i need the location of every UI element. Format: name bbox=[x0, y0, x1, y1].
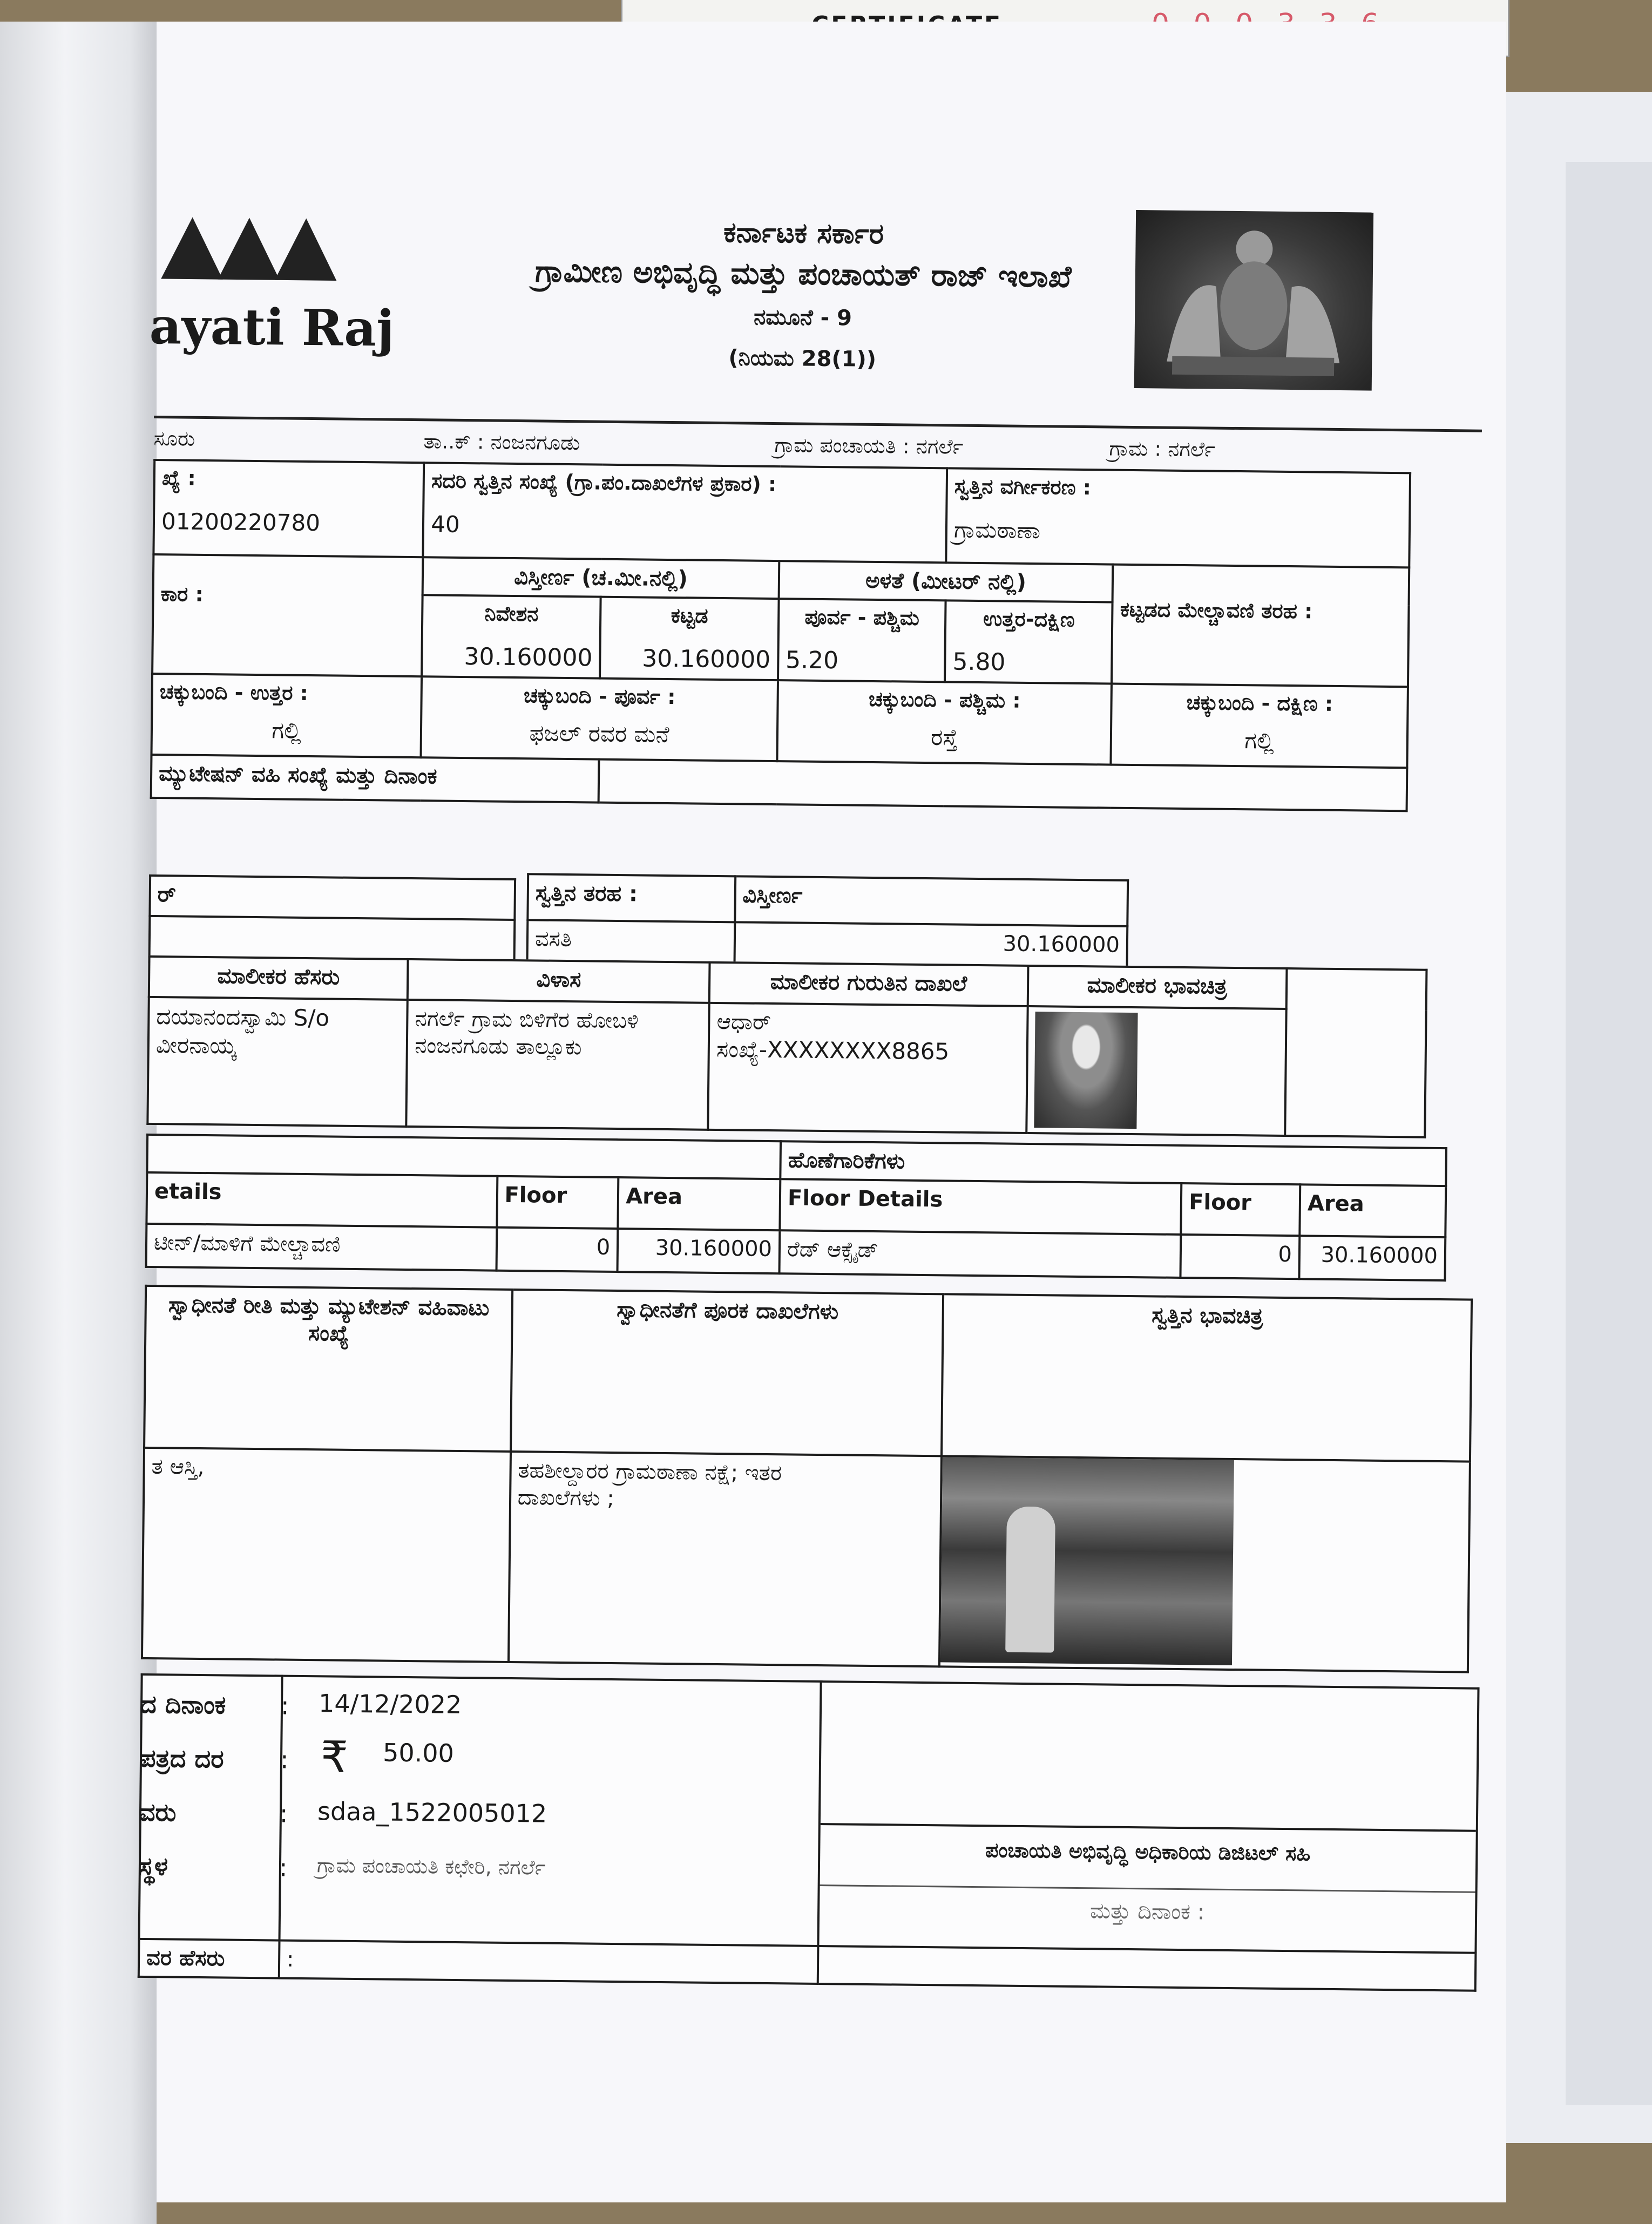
property-id-cell bbox=[153, 460, 424, 557]
property-photo-header: ಸ್ವತ್ತಿನ ಭಾವಚಿತ್ರ bbox=[942, 1294, 1472, 1461]
floor-number-right: 0 bbox=[1181, 1235, 1300, 1279]
taluk-name: ತಾ..ಕ್ : ನಂಜನಗೂಡು bbox=[423, 429, 580, 455]
department-title: ಗ್ರಾಮೀಣ ಅಭಿವೃದ್ಧಿ ಮತ್ತು ಪಂಚಾಯತ್ ರಾಜ್ ಇಲಾಖೆ bbox=[534, 254, 1072, 295]
owner-id-header: ಮಾಲೀಕರ ಗುರುತಿನ ದಾಖಲೆ bbox=[709, 962, 1028, 1006]
owner-address-line2: ನಂಜನಗೂಡು ತಾಲ್ಲೂಕು bbox=[414, 1033, 582, 1060]
gram-panchayat-name: ಗ್ರಾಮ ಪಂಚಾಯತಿ : ನಗರ್ಲೆ bbox=[774, 433, 964, 459]
property-class-value: ಗ್ರಾಮಠಾಣಾ bbox=[953, 516, 1041, 544]
fee-colon: : bbox=[280, 1745, 289, 1774]
rule-reference: (ನಿಯಮ 28(1)) bbox=[728, 345, 877, 372]
site-area-cell bbox=[422, 595, 600, 678]
east-west-label: ಪೂರ್ವ - ಪಶ್ಚಿಮ bbox=[804, 605, 920, 630]
acquisition-mode-value: ತ ಆಸ್ತಿ, bbox=[151, 1454, 205, 1480]
west-boundary-value: ರಸ್ತೆ bbox=[930, 724, 958, 751]
owner-photo bbox=[1034, 1012, 1138, 1129]
header-divider bbox=[154, 416, 1482, 432]
nature-area-value: 30.160000 bbox=[734, 922, 1127, 969]
fee-label: ಪತ್ರದ ದರ bbox=[139, 1743, 224, 1774]
issue-date-colon: : bbox=[280, 1691, 289, 1720]
east-boundary-cell bbox=[421, 676, 778, 761]
building-area-value: 30.160000 bbox=[642, 644, 771, 674]
property-details-table bbox=[150, 459, 1411, 812]
issued-by-colon: : bbox=[279, 1799, 288, 1828]
property-nature-label: ಸ್ವತ್ತಿನ ತರಹ : bbox=[527, 874, 735, 922]
owner-id-cell bbox=[708, 1003, 1028, 1133]
signature-date-label: ಮತ್ತು ದಿನಾಂಕ : bbox=[1089, 1898, 1205, 1925]
roof-type-label: ಕಟ್ಟಡದ ಮೇಲ್ಚಾವಣಿ ತರಹ : bbox=[1120, 597, 1313, 623]
supporting-documents-header: ಸ್ವಾಧೀನತೆಗೆ ಪೂರಕ ದಾಖಲೆಗಳು bbox=[511, 1290, 944, 1456]
area-header-right: Area bbox=[1299, 1184, 1446, 1237]
mutation-register-label: ಮ್ಯುಟೇಷನ್ ವಹಿ ಸಂಖ್ಯೆ ಮತ್ತು ದಿನಾಂಕ bbox=[151, 754, 599, 802]
karnataka-emblem-icon bbox=[1134, 210, 1373, 391]
nature-area-label: ವಿಸ್ತೀರ್ಣ bbox=[735, 876, 1128, 926]
south-boundary-label: ಚಕ್ಕುಬಂದಿ - ದಕ್ಷಿಣ : bbox=[1186, 690, 1333, 716]
table-row bbox=[152, 673, 1408, 767]
owner-table bbox=[146, 955, 1427, 1138]
owner-id-line1: ಆಧಾರ್ bbox=[716, 1009, 771, 1035]
north-south-label: ಉತ್ತರ-ದಕ್ಷಿಣ bbox=[983, 607, 1075, 632]
flooring-type-right: ರೆಡ್ ಆಕ್ಸೈಡ್ bbox=[780, 1230, 1181, 1278]
owner-name-header: ಮಾಲೀಕರ ಹೆಸರು bbox=[149, 957, 408, 1000]
background-page-2 bbox=[1566, 162, 1652, 2105]
north-south-cell bbox=[945, 600, 1113, 683]
north-boundary-label: ಚಕ್ಕುಬಂದಿ - ಉತ್ತರ : bbox=[159, 679, 309, 705]
fee-value: 50.00 bbox=[382, 1738, 455, 1768]
acquisition-mode-header: ಸ್ವಾಧೀನತೆ ರೀತಿ ಮತ್ತು ಮ್ಯುಟೇಶನ್ ವಹಿವಾಟು ಸಂಖ್ಯೆ bbox=[144, 1286, 512, 1452]
property-class-cell bbox=[946, 468, 1410, 567]
book-spine bbox=[0, 22, 157, 2224]
issue-date-label: ದ ದಿನಾಂಕ bbox=[140, 1689, 226, 1720]
owner-name-line1: ದಯಾನಂದಸ್ವಾಮಿ S/o bbox=[156, 1003, 330, 1032]
supporting-documents-line1: ತಹಶೀಲ್ದಾರರ ಗ್ರಾಮಠಾಣಾ ನಕ್ಷೆ; ಇತರ bbox=[518, 1458, 782, 1486]
floor-number-left: 0 bbox=[496, 1228, 618, 1272]
roof-type-left: ಟೀನ್/ಮಾಳಿಗೆ ಮೇಲ್ಚಾವಣಿ bbox=[146, 1224, 497, 1271]
east-boundary-value: ಫಜಲ್ ರವರ ಮನೆ bbox=[529, 720, 669, 748]
signature-box bbox=[821, 1683, 1478, 1832]
left-section-header bbox=[147, 1135, 781, 1179]
people-icon: ▲▲▲ bbox=[160, 194, 333, 290]
site-area-label: ನಿವೇಶನ bbox=[484, 601, 539, 626]
form-number: ನಮೂನೆ - 9 bbox=[753, 304, 852, 331]
property-photo bbox=[940, 1457, 1234, 1665]
west-boundary-label: ಚಕ್ಕುಬಂದಿ - ಪಶ್ಚಿಮ : bbox=[868, 687, 1021, 713]
owner-name-cell bbox=[147, 997, 408, 1127]
document-header bbox=[343, 213, 1263, 376]
property-nature-value: ವಸತಿ bbox=[527, 920, 734, 965]
south-boundary-cell bbox=[1111, 683, 1408, 768]
issue-place-value: ಗ್ರಾಮ ಪಂಚಾಯತಿ ಕಛೇರಿ, ನಗರ್ಲೆ bbox=[316, 1853, 546, 1880]
floor-area-right: 30.160000 bbox=[1299, 1236, 1445, 1280]
name-empty bbox=[818, 1946, 1476, 1991]
rupee-icon: ₹ bbox=[320, 1732, 349, 1782]
name-label: ವರ ಹೆಸರು bbox=[139, 1939, 279, 1978]
building-area-label: ಕಟ್ಟಡ bbox=[671, 604, 708, 628]
supporting-documents-cell bbox=[509, 1452, 942, 1666]
west-boundary-cell bbox=[777, 680, 1112, 764]
property-nature-table bbox=[526, 873, 1129, 971]
property-number-value: 40 bbox=[431, 510, 461, 538]
dimension-header: ಅಳತೆ (ಮೀಟರ್ ನಲ್ಲಿ) bbox=[778, 561, 1113, 602]
building-area-cell bbox=[600, 597, 778, 680]
north-south-value: 5.80 bbox=[952, 647, 1006, 676]
signature-cell bbox=[818, 1681, 1478, 1953]
east-west-cell bbox=[778, 599, 946, 682]
property-class-label: ಸ್ವತ್ತಿನ ವರ್ಗೀಕರಣ : bbox=[954, 474, 1092, 500]
district-name: ಸೂರು bbox=[153, 426, 195, 451]
acquisition-mode-cell bbox=[142, 1448, 511, 1662]
roof-type-cell bbox=[1112, 565, 1409, 687]
floor-details-table bbox=[145, 1134, 1447, 1281]
document-page bbox=[0, 22, 1506, 2202]
owner-name-line2: ವೀರನಾಯ್ಕ bbox=[155, 1031, 236, 1059]
person-figure bbox=[1005, 1507, 1055, 1653]
village-name: ಗ್ರಾಮ : ನಗರ್ಲೆ bbox=[1109, 436, 1216, 462]
property-type-cell bbox=[152, 554, 423, 676]
owner-empty-cell bbox=[1285, 968, 1427, 1137]
owner-id-line2: ಸಂಖ್ಯೆ-XXXXXXXX8865 bbox=[716, 1035, 950, 1065]
issue-place-colon: : bbox=[279, 1853, 288, 1882]
signature-label: ಪಂಚಾಯತಿ ಅಭಿವೃದ್ಧಿ ಅಧಿಕಾರಿಯ ಡಿಜಿಟಲ್ ಸಹಿ bbox=[820, 1825, 1476, 1893]
liabilities-header: ಹೊಣೆಗಾರಿಕೆಗಳು bbox=[780, 1141, 1446, 1186]
east-west-value: 5.20 bbox=[785, 646, 839, 674]
floor-details-header-left: etails bbox=[146, 1172, 497, 1228]
floor-header-right: Floor bbox=[1181, 1183, 1301, 1236]
property-photo-cell bbox=[939, 1456, 1470, 1672]
issue-place-label: ಸ್ಥಳ bbox=[138, 1851, 168, 1881]
government-title: ಕರ್ನಾಟಕ ಸರ್ಕಾರ bbox=[723, 216, 884, 251]
issued-by-label: ವರು bbox=[139, 1797, 177, 1827]
issue-table bbox=[138, 1673, 1480, 1992]
area-header: ವಿಸ್ತೀರ್ಣ (ಚ.ಮೀ.ನಲ್ಲಿ) bbox=[423, 557, 779, 599]
table-row bbox=[153, 460, 1410, 567]
owner-photo-header: ಮಾಲೀಕರ ಭಾವಚಿತ್ರ bbox=[1027, 966, 1287, 1009]
site-area-value: 30.160000 bbox=[464, 642, 593, 672]
north-boundary-cell bbox=[152, 673, 422, 757]
property-number-label: ಸದರಿ ಸ್ವತ್ತಿನ ಸಂಖ್ಯೆ (ಗ್ರಾ.ಪಂ.ದಾಖಲೆಗಳ ಪ್ರಕಾರ) : bbox=[431, 469, 777, 497]
property-type-label: ಕಾರ : bbox=[160, 582, 204, 606]
south-boundary-value: ಗಲ್ಲಿ bbox=[1244, 727, 1275, 754]
owner-address-header: ವಿಳಾಸ bbox=[408, 959, 710, 1003]
form-9-document bbox=[137, 162, 1485, 2076]
mutation-register-value bbox=[599, 759, 1407, 811]
panchayati-raj-logo bbox=[149, 194, 395, 369]
east-boundary-label: ಚಕ್ಕುಬಂದಿ - ಪೂರ್ವ : bbox=[523, 683, 676, 709]
logo-text: ayati Raj bbox=[149, 296, 395, 358]
owner-photo-cell bbox=[1026, 1006, 1287, 1136]
area-header-left: Area bbox=[618, 1177, 781, 1230]
floor-area-left: 30.160000 bbox=[618, 1229, 780, 1273]
acquisition-table bbox=[141, 1285, 1473, 1673]
floor-header-left: Floor bbox=[497, 1176, 619, 1229]
supporting-documents-line2: ದಾಖಲೆಗಳು ; bbox=[517, 1485, 614, 1511]
property-id-value: 01200220780 bbox=[161, 507, 321, 536]
misc-table bbox=[148, 874, 516, 967]
issued-by-value: sdaa_1522005012 bbox=[317, 1796, 547, 1828]
issue-date-value: 14/12/2022 bbox=[318, 1689, 462, 1720]
owner-address-cell bbox=[407, 1000, 709, 1130]
misc-label: ರ್ bbox=[150, 876, 515, 920]
name-colon: : bbox=[279, 1941, 818, 1984]
floor-details-header-right: Floor Details bbox=[780, 1179, 1181, 1235]
property-id-label: ಖ್ಯೆ : bbox=[161, 466, 196, 490]
property-number-cell bbox=[423, 463, 947, 562]
owner-address-line1: ನಗರ್ಲೆ ಗ್ರಾಮ ಬಿಳಿಗೆರ ಹೋಬಳಿ bbox=[415, 1006, 639, 1034]
north-boundary-value: ಗಲ್ಲಿ bbox=[272, 717, 302, 744]
